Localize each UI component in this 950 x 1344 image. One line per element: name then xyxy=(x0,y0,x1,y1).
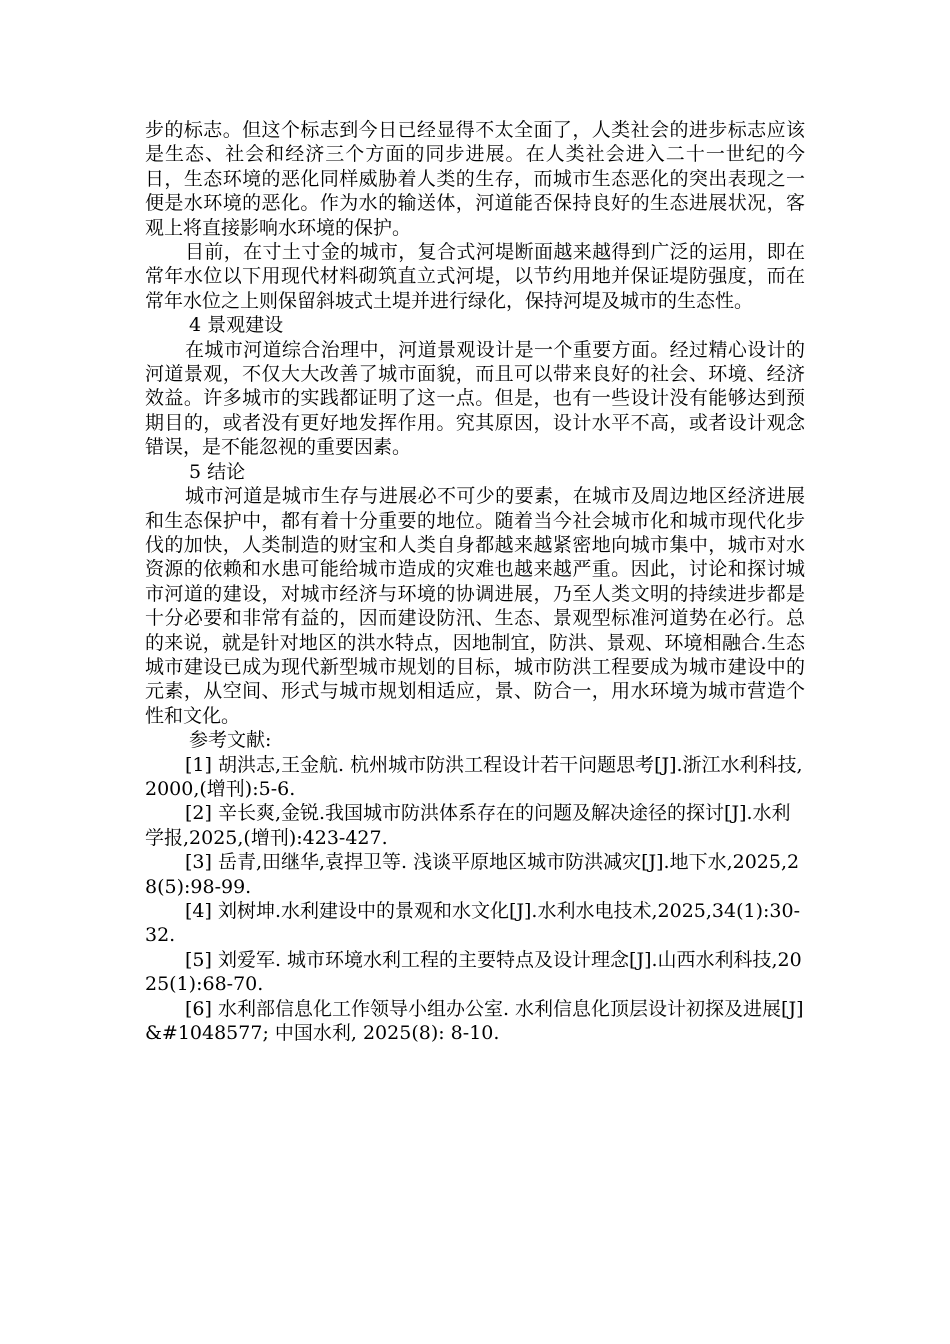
section-heading-landscape: 4 景观建设 xyxy=(189,314,284,337)
paragraph-conclusion: 城市河道是城市生存与进展必不可少的要素，在城市及周边地区经济进展和生态保护中，都有着十分重要的地位。随着当今社会城市化和城市现代化步伐的加快，人类制造的财宝和人类自身都越来越紧密地向城市集中，城市对水资源的依赖和水患可能给城市造成的灾难也越来越严重。因此，讨论和探讨城市河道的建设，对城市经济与环境的协调进展，乃至人类文明的持续进步都是十分必要和非常有益的，因而建设防汛、生态、景观型标准河道势在必行。总的来说，就是针对地区的洪水特点，因地制宜，防洪、景观、环境相融合.生态城市建设已成为现代新型城市规划的目标，城市防洪工程要成为城市建设中的元素，从空间、形式与城市规划相适应，景、防合一，用水环境为城市营造个性和文化。 xyxy=(145,485,805,727)
paragraph-landscape: 在城市河道综合治理中，河道景观设计是一个重要方面。经过精心设计的河道景观，不仅大大改善了城市面貌，而且可以带来良好的社会、环境、经济效益。许多城市的实践都证明了这一点。但是，也有一些设计没有能够达到预期目的，或者没有更好地发挥作用。究其原因，设计水平不高，或者设计观念错误，是不能忽视的重要因素。 xyxy=(145,338,805,459)
references-section xyxy=(145,728,805,1045)
reference-item: [2] 辛长爽,金锐.我国城市防洪体系存在的问题及解决途径的探讨[J].水利学报,2025,(增刊):423-427. xyxy=(145,802,791,849)
reference-item: [1] 胡洪志,王金航. 杭州城市防洪工程设计若干问题思考[J].浙江水利科技,2000,(增刊):5-6. xyxy=(145,753,803,800)
document-body xyxy=(145,118,805,1045)
reference-item: [3] 岳青,田继华,袁捍卫等. 浅谈平原地区城市防洪减灾[J].地下水,2025,28(5):98-99. xyxy=(145,851,800,898)
reference-item: [6] 水利部信息化工作领导小组办公室. 水利信息化顶层设计初探及进展[J] &#1048577; 中国水利, 2025(8): 8-10. xyxy=(145,997,804,1045)
reference-item: [4] 刘树坤.水利建设中的景观和水文化[J].水利水电技术,2025,34(1):30-32. xyxy=(145,900,800,947)
references-title: 参考文献: xyxy=(189,729,272,752)
reference-item: [5] 刘爱军. 城市环境水利工程的主要特点及设计理念[J].山西水利科技,2025(1):68-70. xyxy=(145,948,802,996)
section-heading-conclusion: 5 结论 xyxy=(189,460,246,483)
paragraph-ecology: 步的标志。但这个标志到今日已经显得不太全面了，人类社会的进步标志应该是生态、社会和经济三个方面的同步进展。在人类社会进入二十一世纪的今日，生态环境的恶化同样威胁着人类的生存，而城市生态恶化的突出表现之一便是水环境的恶化。作为水的输送体，河道能否保持良好的生态进展状况，客观上将直接影响水环境的保护。 xyxy=(145,119,805,239)
paragraph-composite-embankment: 目前，在寸土寸金的城市，复合式河堤断面越来越得到广泛的运用，即在常年水位以下用现代材料砌筑直立式河堤，以节约用地并保证堤防强度，而在常年水位之上则保留斜坡式土堤并进行绿化，保持河堤及城市的生态性。 xyxy=(145,241,805,312)
